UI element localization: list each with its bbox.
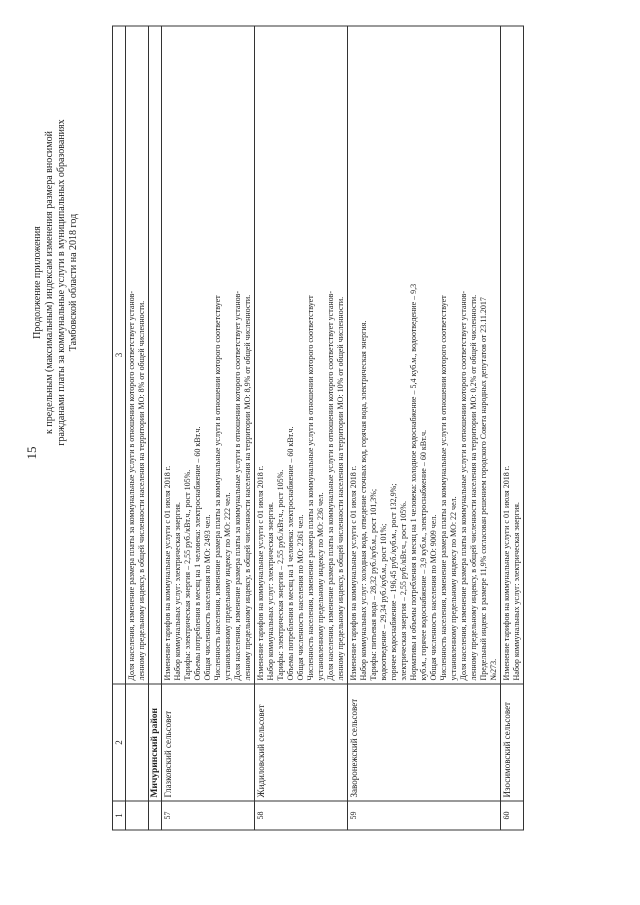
text-line: Изменение тарифов на коммунальные услуги с 01 июля 2018 г. [163, 465, 172, 680]
text-line: установленному предельному индексу по МО: 236 чел. [316, 491, 325, 680]
text-line: Изменение тарифов на коммунальные услуги с 01 июля 2018 г. [349, 465, 358, 680]
row-number: 58 [255, 801, 348, 830]
heading-line-1: к предельным (максимальным) индексам изменения размера вносимой [44, 130, 55, 434]
text-line: Предельный индекс в размере 11,9% согласован решением городского Совета народных депутатов от 23.11.2017 [479, 296, 488, 680]
row-details [348, 26, 501, 684]
table-row [501, 26, 524, 830]
text-line: установленному предельному индексу по МО: 22 чел. [449, 495, 458, 680]
header-row [113, 26, 126, 830]
text-line: Тарифы: электрическая энергия – 2,55 руб./кВт.ч., рост 105%. [183, 469, 192, 680]
text-line: Тарифы: электрическая энергия – 2,55 руб./кВт.ч., рост 105%. [276, 469, 285, 680]
municipality-name: Изосимовский сельсовет [501, 684, 524, 801]
appendix-heading [32, 22, 80, 542]
text-line: Общая численность населения по МО: 9009 чел. [429, 514, 438, 680]
row-details [162, 26, 255, 684]
column-header-1: 1 [113, 801, 126, 830]
region-name: Мичуринский район [149, 684, 162, 801]
column-header-3: 3 [113, 26, 126, 684]
text-line: ленному предельному индексу, в общей численности населения на территории МО: 8% от общей численности. [137, 300, 146, 680]
text-line: Численность населения, изменение размера платы за коммунальные услуги в отношении которого соответствует [439, 294, 448, 680]
row-number: 57 [162, 801, 255, 830]
tariff-table [112, 25, 524, 830]
heading-title: Продолжение приложения [32, 225, 43, 339]
municipality-name: Глазковский сельсовет [162, 684, 255, 801]
text-line: Доля населения, изменение размера платы за коммунальные услуги в отношении которого соответствует установ- [233, 290, 242, 680]
text-line: Общая численность населения по МО: 2361 чел. [296, 514, 305, 680]
text-line: водоотведение – 29,34 руб./куб.м., рост 101%; [379, 523, 388, 680]
column-header-2: 2 [113, 684, 126, 801]
text-line: установленному предельному индексу по МО: 222 чел. [223, 491, 232, 680]
row-number: 59 [348, 801, 501, 830]
row-details [501, 26, 524, 684]
text-line: Объемы потребления в месяц на 1 человека: электроснабжение – 60 кВт.ч. [286, 426, 295, 680]
text-line: ленному предельному индексу, в общей численности населения на территории МО: 0,2% от общей численности. [469, 294, 478, 680]
row-details [255, 26, 348, 684]
text-line: куб.м., горячее водоснабжение – 3,9 куб.м., электроснабжение – 60 кВт.ч. [419, 429, 428, 680]
text-line: Набор коммунальных услуг: электрическая энергия. [173, 501, 182, 680]
text-line: ленному предельному индексу, в общей численности населения на территории МО: 10% от общей численности. [336, 296, 345, 680]
text-line: Объемы потребления в месяц на 1 человека: электроснабжение – 60 кВт.ч. [193, 426, 202, 680]
text-line: Набор коммунальных услуг: электрическая энергия. [512, 501, 521, 680]
heading-line-3: Тамбовской области на 2018 год [68, 213, 79, 351]
text-line: Тарифы: питьевая вода – 28,32 руб./куб.м., рост 101,3%; [369, 488, 378, 680]
text-line: Изменение тарифов на коммунальные услуги с 01 июля 2018 г. [502, 465, 511, 680]
table-row [348, 26, 501, 830]
text-line: Изменение тарифов на коммунальные услуги с 01 июля 2018 г. [256, 465, 265, 680]
row-number: 60 [501, 801, 524, 830]
text-line: Доля населения, изменение размера платы за коммунальные услуги в отношении которого соответствует установ- [127, 290, 136, 680]
table-row [162, 26, 255, 830]
text-line: Нормативы и объемы потребления в месяц на 1 человека: холодное водоснабжение – 5,4 куб.м., водоотведение – 9,3 [409, 283, 418, 680]
text-line: ленному предельному индексу, в общей численности населения на территории МО: 8,9% от общей численности. [243, 294, 252, 680]
municipality-name: Жидиловский сельсовет [255, 684, 348, 801]
text-line: Численность населения, изменение размера платы за коммунальные услуги в отношении которого соответствует [213, 294, 222, 680]
text-line: Численность населения, изменение размера платы за коммунальные услуги в отношении которого соответствует [306, 294, 315, 680]
continuation-row [126, 26, 149, 830]
heading-line-2: гражданами платы за коммунальные услуги в муниципальных образованиях [56, 118, 67, 446]
continuation-text [126, 26, 149, 684]
text-line: Набор коммунальных услуг: холодная вода, отведение сточных вод, горячая вода, электрическая энергия. [359, 320, 368, 680]
table-row [255, 26, 348, 830]
text-line: Общая численность населения по МО: 2493 чел. [203, 514, 212, 680]
text-line: горячее водоснабжение – 196,45 руб./куб.м., рост 132,9%; [389, 482, 398, 680]
municipality-name: Заворонежский сельсовет [348, 684, 501, 801]
region-row [149, 26, 162, 830]
text-line: Доля населения, изменение размера платы за коммунальные услуги в отношении которого соответствует установ- [326, 290, 335, 680]
text-line: электрическая энергия – 2,55 руб./кВт.ч., рост 105%. [399, 500, 408, 680]
text-line: Набор коммунальных услуг: электрическая энергия. [266, 501, 275, 680]
page-number: 15 [24, 446, 39, 459]
text-line: Доля населения, изменение размера платы за коммунальные услуги в отношении которого соответствует установ- [459, 290, 468, 680]
text-line: №273. [489, 658, 498, 680]
